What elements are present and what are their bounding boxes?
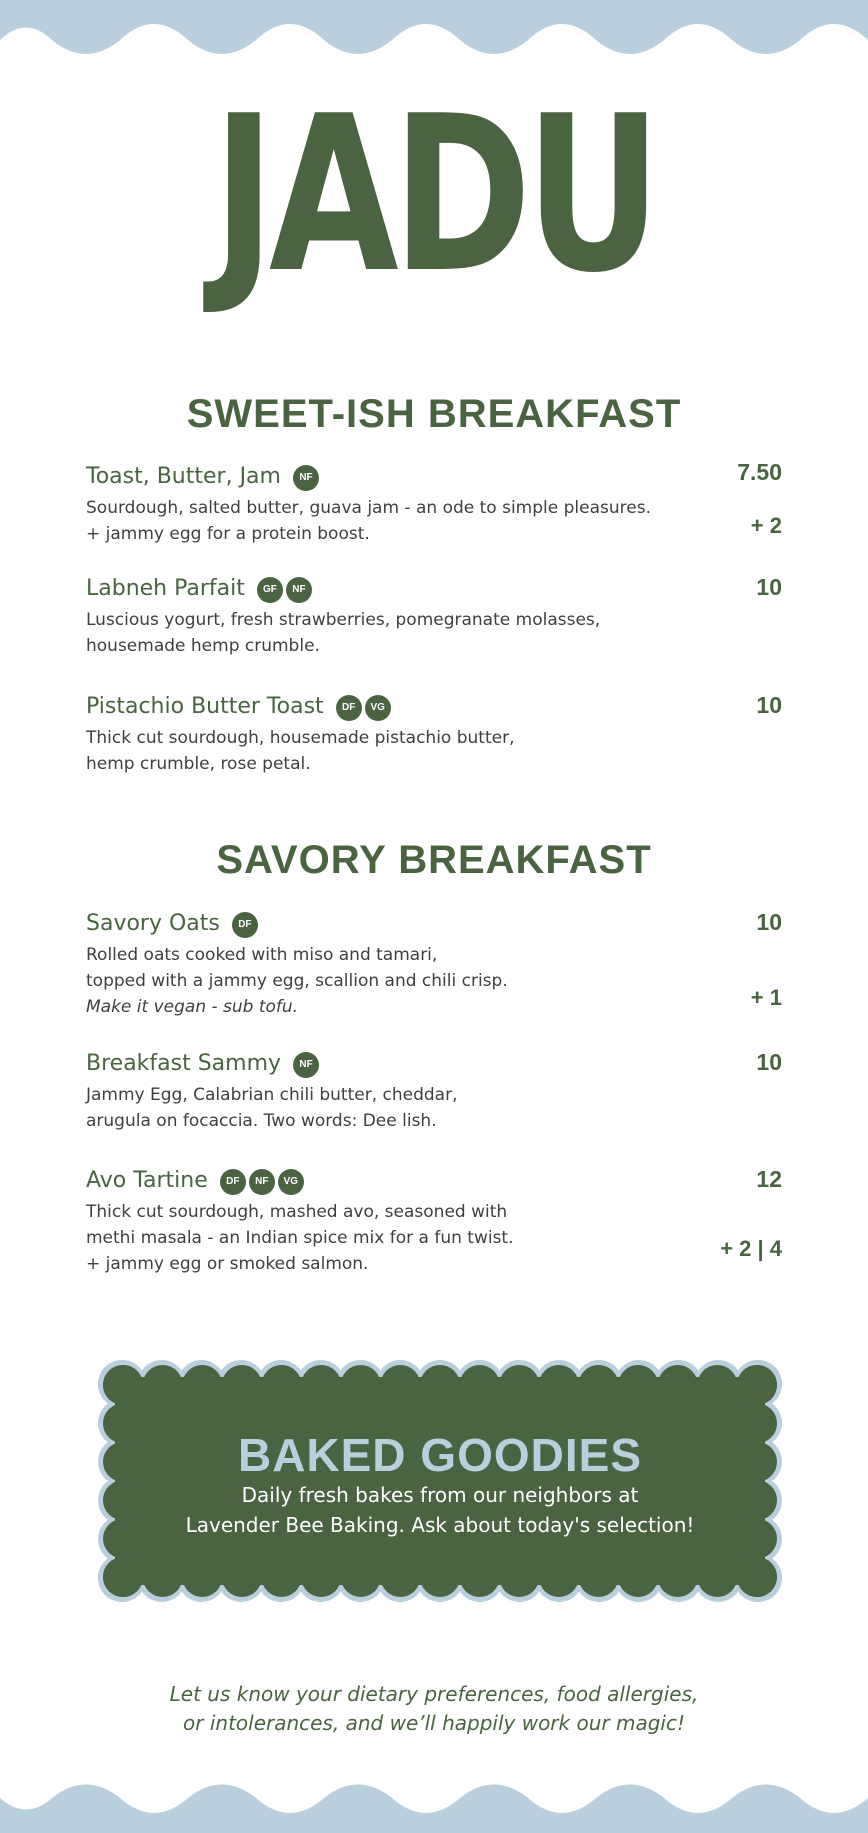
item-addon-price: + 1 (750, 985, 782, 1010)
item-name: Pistachio Butter Toast (86, 694, 324, 719)
item-vegan-note: Make it vegan - sub tofu. (86, 997, 299, 1017)
df-badge-icon: DF (220, 1169, 246, 1195)
item-name: Savory Oats (86, 911, 220, 936)
item-addon-price: + 2 (750, 513, 782, 538)
gf-badge-icon: GF (257, 577, 283, 603)
item-description: Thick cut sourdough, mashed avo, seasoned with methi masala - an Indian spice mix for a fun twist. + jammy egg or smoked salmon. (86, 1202, 514, 1274)
menu-item-pistachio-butter-toast (86, 692, 782, 777)
vg-badge-icon: VG (278, 1169, 304, 1195)
menu-item-labneh-parfait (86, 574, 782, 659)
item-price: 10 (756, 692, 782, 718)
section-title-savory-breakfast: SAVORY BREAKFAST (216, 838, 652, 882)
item-description: Thick cut sourdough, housemade pistachio butter, hemp crumble, rose petal. (86, 728, 515, 774)
vg-badge-icon: VG (365, 695, 391, 721)
item-description: Jammy Egg, Calabrian chili butter, cheddar, arugula on focaccia. Two words: Dee lish. (86, 1085, 458, 1131)
nf-badge-icon: NF (293, 465, 319, 491)
brand-logo: JADU (212, 69, 656, 320)
item-description: Sourdough, salted butter, guava jam - an ode to simple pleasures. + jammy egg for a protein boost. (86, 498, 651, 544)
item-price: 10 (756, 1049, 782, 1075)
item-description: Rolled oats cooked with miso and tamari, topped with a jammy egg, scallion and chili crisp. Make it vegan - sub tofu. (86, 942, 782, 1020)
baked-goodies-title: BAKED GOODIES (237, 1429, 643, 1481)
item-description: Luscious yogurt, fresh strawberries, pomegranate molasses, housemade hemp crumble. (86, 610, 601, 656)
item-name: Breakfast Sammy (86, 1051, 282, 1076)
item-price: 12 (756, 1166, 782, 1192)
baked-goodies-description: Daily fresh bakes from our neighbors at Lavender Bee Baking. Ask about today's selection! (185, 1483, 695, 1537)
dietary-note: Let us know your dietary preferences, food allergies, or intolerances, and we’ll happily work our magic! (169, 1682, 699, 1735)
item-addon-price: + 2 | 4 (720, 1236, 782, 1261)
nf-badge-icon: NF (286, 577, 312, 603)
df-badge-icon: DF (232, 912, 258, 938)
top-wave-decoration (0, 0, 868, 60)
item-price: 7.50 (737, 459, 782, 485)
menu-item-breakfast-sammy (86, 1049, 782, 1134)
item-name: Labneh Parfait (86, 576, 245, 601)
item-price: 10 (756, 574, 782, 600)
menu-item-avo-tartine (86, 1166, 782, 1277)
menu-item-toast-butter-jam (86, 459, 782, 547)
menu-item-savory-oats (86, 909, 782, 1020)
nf-badge-icon: NF (293, 1052, 319, 1078)
item-name: Avo Tartine (86, 1168, 208, 1193)
df-badge-icon: DF (336, 695, 362, 721)
bottom-wave-decoration (0, 1773, 868, 1833)
nf-badge-icon: NF (249, 1169, 275, 1195)
section-title-sweet-ish-breakfast: SWEET-ISH BREAKFAST (186, 392, 682, 436)
item-name: Toast, Butter, Jam (86, 464, 281, 489)
item-price: 10 (756, 909, 782, 935)
baked-goodies-panel (98, 1360, 782, 1602)
